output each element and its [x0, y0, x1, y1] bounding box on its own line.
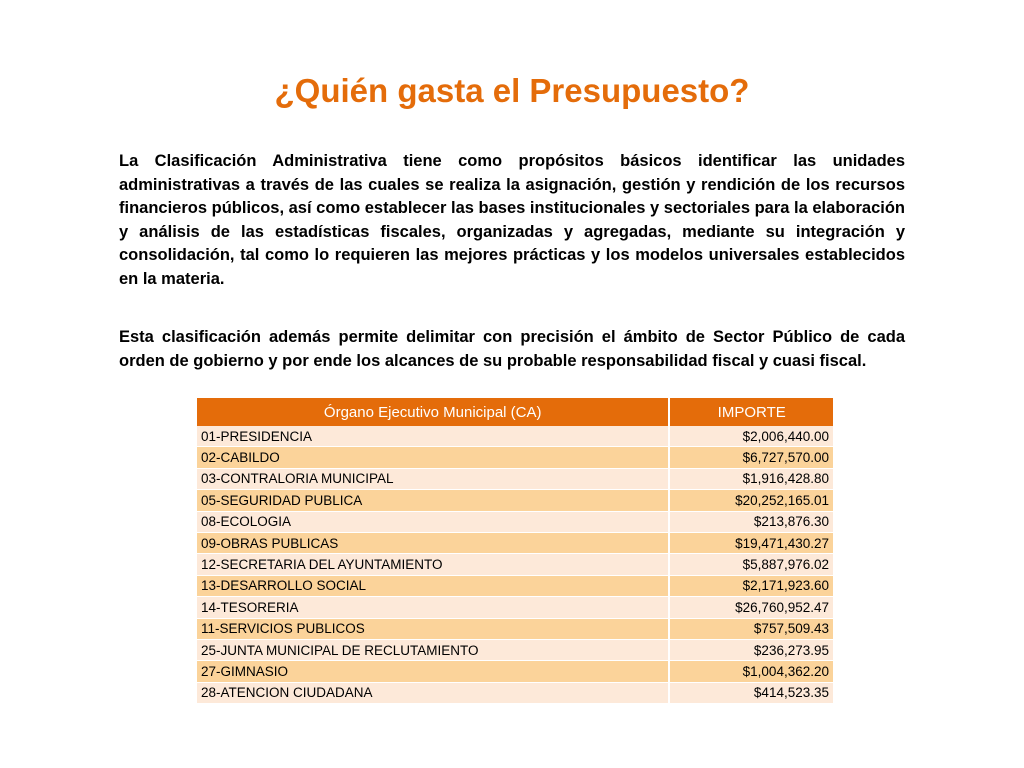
- unit-cell: 03-CONTRALORIA MUNICIPAL: [197, 468, 669, 489]
- amount-cell: $414,523.35: [669, 682, 833, 703]
- unit-cell: 09-OBRAS PUBLICAS: [197, 532, 669, 553]
- unit-cell: 13-DESARROLLO SOCIAL: [197, 575, 669, 596]
- amount-cell: $19,471,430.27: [669, 532, 833, 553]
- unit-cell: 25-JUNTA MUNICIPAL DE RECLUTAMIENTO: [197, 639, 669, 660]
- amount-cell: $20,252,165.01: [669, 490, 833, 511]
- budget-table: [197, 398, 833, 704]
- unit-cell: 14-TESORERIA: [197, 597, 669, 618]
- table-row: [197, 575, 833, 596]
- amount-cell: $2,006,440.00: [669, 426, 833, 447]
- unit-cell: 01-PRESIDENCIA: [197, 426, 669, 447]
- unit-cell: 27-GIMNASIO: [197, 661, 669, 682]
- amount-cell: $26,760,952.47: [669, 597, 833, 618]
- table-header-row: [197, 398, 833, 426]
- table-row: [197, 554, 833, 575]
- unit-cell: 08-ECOLOGIA: [197, 511, 669, 532]
- unit-cell: 28-ATENCION CIUDADANA: [197, 682, 669, 703]
- scope-paragraph: Esta clasificación además permite delimitar con precisión el ámbito de Sector Público de cada orden de gobierno y por ende los alcances de su probable responsabilidad fiscal y cuasi fiscal.: [119, 328, 905, 370]
- header-amount: IMPORTE: [669, 398, 833, 426]
- intro-paragraph: La Clasificación Administrativa tiene como propósitos básicos identificar las unidades administrativas a través de las cuales se realiza la asignación, gestión y rendición de los recursos financieros públicos, así como establecer las bases institucionales y sectoriales para la elaboración y análisis de las estadísticas fiscales, organizadas y agregadas, mediante su integración y consolidación, tal como lo requieren las mejores prácticas y los modelos universales establecidos en la materia.: [119, 152, 905, 288]
- table-row: [197, 661, 833, 682]
- table-row: [197, 468, 833, 489]
- table-row: [197, 511, 833, 532]
- table-row: [197, 682, 833, 703]
- amount-cell: $213,876.30: [669, 511, 833, 532]
- slide-title: ¿Quién gasta el Presupuesto?: [274, 72, 750, 109]
- amount-cell: $1,004,362.20: [669, 661, 833, 682]
- table-row: [197, 618, 833, 639]
- unit-cell: 05-SEGURIDAD PUBLICA: [197, 490, 669, 511]
- amount-cell: $757,509.43: [669, 618, 833, 639]
- amount-cell: $1,916,428.80: [669, 468, 833, 489]
- header-unit: Órgano Ejecutivo Municipal (CA): [197, 398, 669, 426]
- unit-cell: 02-CABILDO: [197, 447, 669, 468]
- unit-cell: 12-SECRETARIA DEL AYUNTAMIENTO: [197, 554, 669, 575]
- amount-cell: $236,273.95: [669, 639, 833, 660]
- table-row: [197, 597, 833, 618]
- table-row: [197, 447, 833, 468]
- amount-cell: $5,887,976.02: [669, 554, 833, 575]
- amount-cell: $2,171,923.60: [669, 575, 833, 596]
- table-row: [197, 639, 833, 660]
- table-row: [197, 426, 833, 447]
- table-row: [197, 532, 833, 553]
- amount-cell: $6,727,570.00: [669, 447, 833, 468]
- unit-cell: 11-SERVICIOS PUBLICOS: [197, 618, 669, 639]
- table-row: [197, 490, 833, 511]
